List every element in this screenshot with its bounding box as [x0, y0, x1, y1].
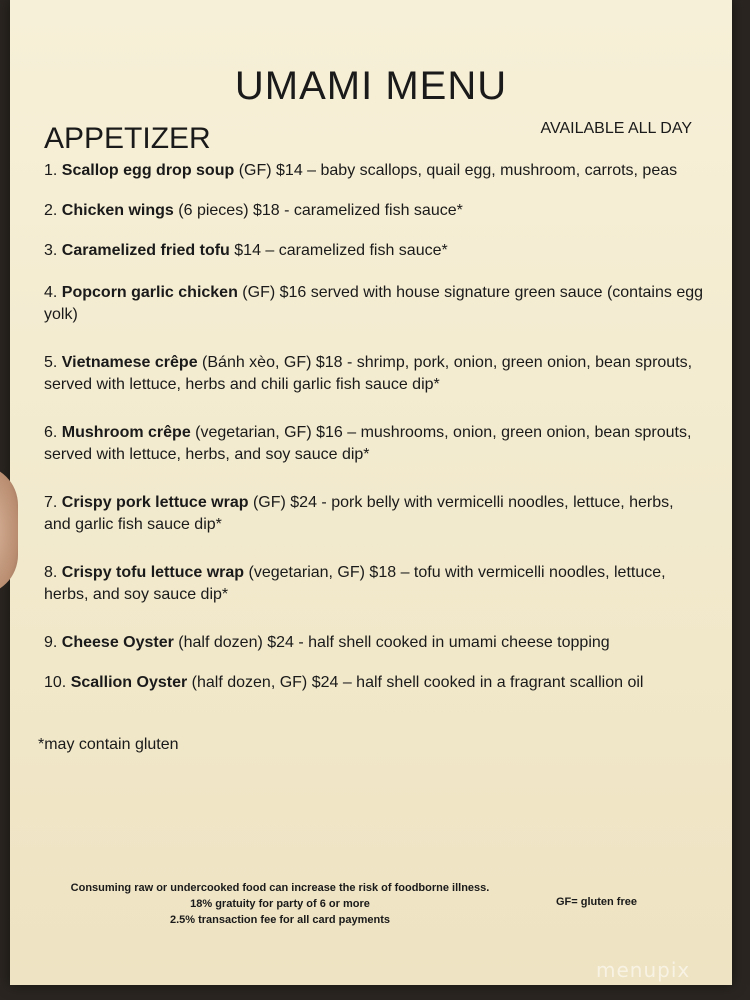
menu-item	[44, 422, 704, 466]
item-detail: (vegetarian, GF) $16 – mushrooms, onion, green onion, bean sprouts, served with lettuce, herbs, and soy sauce dip*	[44, 424, 692, 463]
item-detail: (GF) $14 – baby scallops, quail egg, mushroom, carrots, peas	[234, 162, 678, 179]
item-name: Scallion Oyster	[70, 674, 188, 691]
menu-item	[44, 200, 704, 222]
availability-note: AVAILABLE ALL DAY	[540, 120, 692, 137]
menu-item	[44, 352, 704, 396]
item-detail: (half dozen, GF) $24 – half shell cooked in a fragrant scallion oil	[187, 674, 644, 691]
footer-line: Consuming raw or undercooked food can increase the risk of foodborne illness.	[70, 882, 490, 894]
item-name: Popcorn garlic chicken	[61, 284, 238, 301]
footer-line: 18% gratuity for party of 6 or more	[190, 898, 370, 910]
item-number: 2.	[44, 202, 58, 219]
item-detail: (half dozen) $24 - half shell cooked in umami cheese topping	[173, 634, 610, 651]
watermark: menupix	[596, 958, 691, 982]
gluten-note: *may contain gluten	[38, 736, 179, 753]
item-name: Vietnamese crêpe	[61, 354, 198, 371]
item-detail: (GF) $24 - pork belly with vermicelli noodles, lettuce, herbs, and garlic fish sauce dip*	[44, 494, 674, 533]
item-number: 3.	[44, 242, 58, 259]
footer-disclaimer	[70, 880, 490, 928]
item-name: Scallop egg drop soup	[61, 162, 235, 179]
menu-item	[44, 562, 704, 606]
menu-item	[44, 240, 704, 262]
section-heading: APPETIZER	[44, 122, 211, 155]
item-number: 7.	[44, 494, 58, 511]
item-name: Cheese Oyster	[61, 634, 174, 651]
menu-title: UMAMI MENU	[234, 64, 508, 108]
gf-legend: GF= gluten free	[556, 896, 637, 908]
item-number: 9.	[44, 634, 58, 651]
item-number: 5.	[44, 354, 58, 371]
item-number: 8.	[44, 564, 58, 581]
item-number: 10.	[44, 674, 67, 691]
item-detail: (6 pieces) $18 - caramelized fish sauce*	[173, 202, 463, 219]
menu-item	[44, 160, 704, 182]
menu-item	[44, 282, 704, 326]
item-name: Mushroom crêpe	[61, 424, 191, 441]
item-number: 4.	[44, 284, 58, 301]
item-number: 6.	[44, 424, 58, 441]
item-detail: (GF) $16 served with house signature green sauce (contains egg yolk)	[44, 284, 704, 323]
item-name: Crispy tofu lettuce wrap	[61, 564, 245, 581]
menu-item	[44, 632, 704, 654]
menu-paper	[10, 0, 732, 985]
item-detail: (Bánh xèo, GF) $18 - shrimp, pork, onion, green onion, bean sprouts, served with lettuce, herbs and chili garlic fish sauce dip*	[44, 354, 693, 393]
item-name: Caramelized fried tofu	[61, 242, 230, 259]
item-detail: (vegetarian, GF) $18 – tofu with vermicelli noodles, lettuce, herbs, and soy sauce dip*	[44, 564, 666, 603]
item-number: 1.	[44, 162, 58, 179]
menu-item	[44, 492, 704, 536]
menu-items-list	[44, 160, 704, 694]
item-detail: $14 – caramelized fish sauce*	[229, 242, 448, 259]
footer-line: 2.5% transaction fee for all card payments	[169, 914, 391, 926]
item-name: Crispy pork lettuce wrap	[61, 494, 249, 511]
menu-item	[44, 672, 704, 694]
item-name: Chicken wings	[61, 202, 174, 219]
